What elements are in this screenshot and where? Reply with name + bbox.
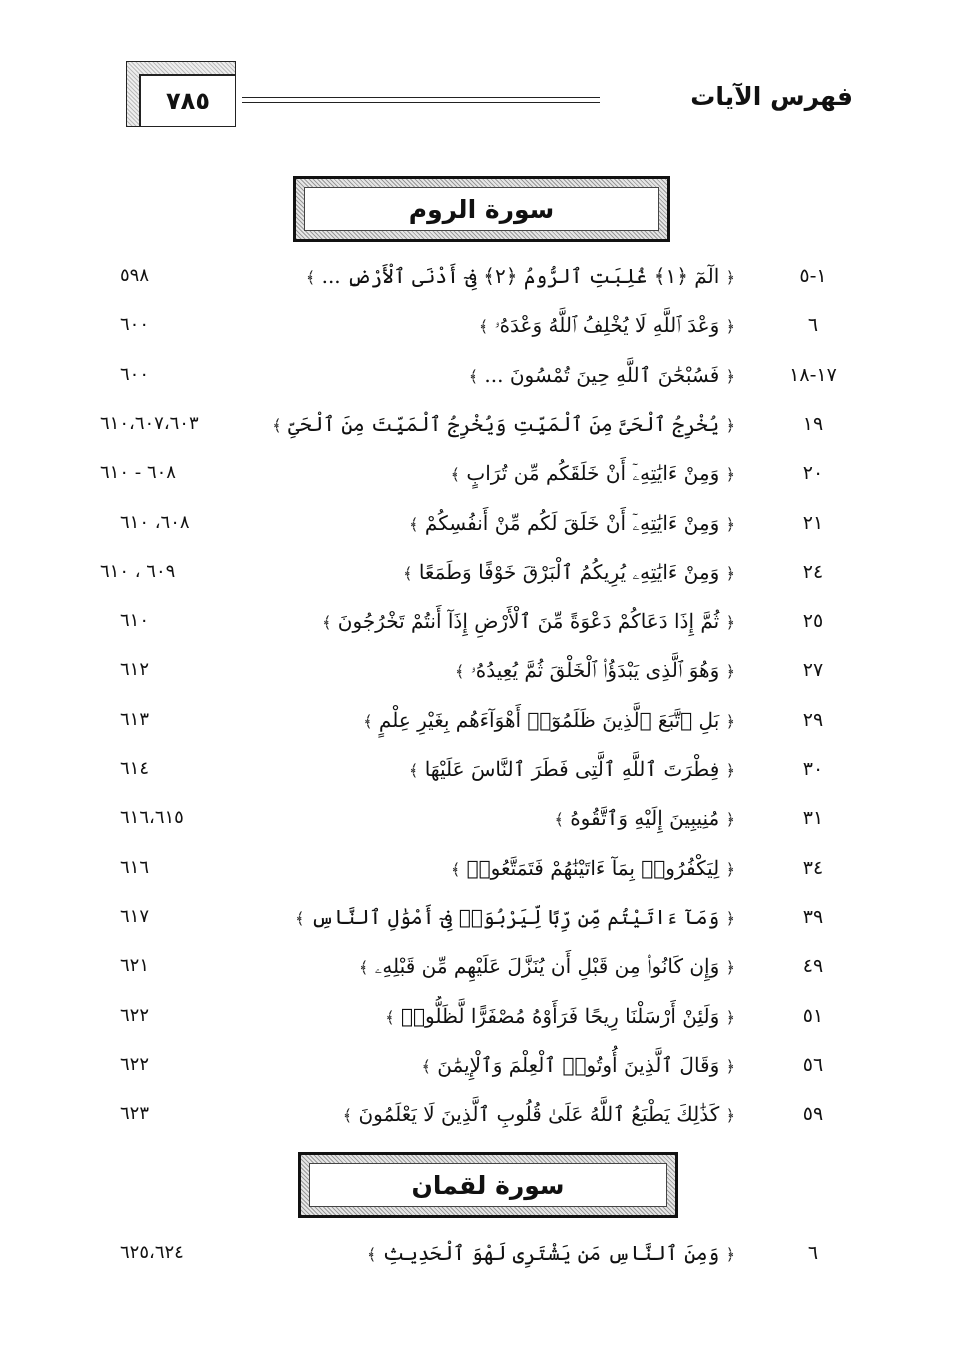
index-row — [0, 404, 953, 444]
verse-text: فِطْرَتَ ٱللَّهِ ٱلَّتِى فَطَرَ ٱلنَّاسَ عَلَيْهَا — [424, 757, 720, 781]
index-row — [0, 946, 953, 986]
ayah-number: ٥١ — [802, 1004, 824, 1027]
page-reference: ٦٢١ — [120, 955, 150, 977]
bracket-close: ﴾ — [295, 908, 305, 928]
page-reference: ٦١٦،٦١٥ — [120, 807, 184, 829]
ayah-number: ٤٩ — [802, 955, 824, 978]
verse-text: بَلِ ٱتَّبَعَ ٱلَّذِينَ ظَلَمُوٓا۟ أَهْوَآءَهُم بِغَيْرِ عِلْمٍ — [378, 707, 720, 732]
index-row — [0, 700, 953, 740]
bracket-close: ﴾ — [468, 366, 479, 386]
bracket-close: ﴾ — [385, 1007, 395, 1027]
bracket-close: ﴾ — [408, 761, 419, 780]
verse-text-cell — [265, 305, 735, 347]
surah-luqman-title: سورة لقمان — [309, 1163, 667, 1207]
verse-text: وَعْدَ ٱللَّهِ لَا يُخْلِفُ ٱللَّهُ وَعْدَهُۥ — [494, 313, 720, 338]
index-row — [0, 848, 953, 888]
bracket-open: ﴿ — [725, 662, 735, 682]
bracket-open: ﴿ — [725, 563, 735, 583]
bracket-close: ﴾ — [305, 268, 316, 287]
bracket-close: ﴾ — [554, 810, 564, 830]
verse-text: وَهُوَ ٱلَّذِى يَبْدَؤُا۟ ٱلْخَلْقَ ثُمَّ يُعِيدُهُۥ — [470, 658, 720, 683]
page-reference: ٦١٦ — [120, 856, 150, 878]
ayah-number: ٦ — [807, 1242, 819, 1264]
index-row — [0, 1094, 953, 1134]
bracket-open: ﴿ — [725, 711, 735, 731]
ayah-number: ٣٠ — [802, 758, 824, 780]
verse-text: وَلَئِنْ أَرْسَلْنَا رِيحًا فَرَأَوْهُ مُصْفَرًّا لَّظَلُّوا۟ — [401, 1003, 720, 1028]
ayah-number: ٢٧ — [802, 659, 824, 682]
bracket-close: ﴾ — [322, 613, 332, 633]
bracket-open: ﴿ — [725, 415, 735, 435]
verse-text-cell — [265, 601, 735, 643]
index-row — [0, 749, 953, 789]
bracket-open: ﴿ — [725, 317, 735, 337]
header-rule — [242, 97, 600, 103]
ayah-number: ٥٩ — [802, 1103, 824, 1126]
bracket-open: ﴿ — [725, 761, 735, 780]
page-reference: ٦١٧ — [120, 905, 150, 927]
page-reference: ٦٢٢ — [120, 1053, 150, 1075]
bracket-open: ﴿ — [725, 908, 735, 928]
ayah-number: ١٩ — [802, 412, 824, 435]
verse-text-cell — [265, 996, 735, 1038]
verse-text-cell — [265, 404, 735, 446]
verse-text-cell — [265, 1094, 735, 1136]
bracket-close: ﴾ — [450, 859, 461, 879]
bracket-close: ﴾ — [478, 317, 489, 337]
verse-text-cell — [265, 700, 735, 742]
page-reference: ٦٠٨، ٦١٠ — [120, 511, 190, 533]
page-reference: ٦٠٠ — [120, 314, 150, 336]
bracket-open: ﴿ — [725, 514, 735, 534]
verse-text: وَمَآ ءَاتَيْتُم مِّن رِّبًا لِّيَرْبُوَا۟ فِىٓ أَمْوَٰلِ ٱلنَّاسِ — [310, 904, 720, 929]
verse-text: الٓمٓ ﴿١﴾ غُلِبَتِ ٱلرُّومُ ﴿٢﴾ فِىٓ أَدْنَى ٱلْأَرْضِ ... — [321, 264, 720, 288]
bracket-close: ﴾ — [272, 415, 282, 435]
index-row — [0, 996, 953, 1036]
bracket-close: ﴾ — [363, 711, 373, 731]
verse-text-cell — [265, 946, 735, 988]
index-row — [0, 798, 953, 838]
index-row — [0, 503, 953, 543]
bracket-open: ﴿ — [725, 1106, 735, 1126]
verse-text-cell — [265, 1045, 735, 1087]
bracket-open: ﴿ — [725, 465, 735, 485]
page-title: فهرس الآيات — [690, 82, 853, 111]
index-row — [0, 453, 953, 493]
ayah-number: ٢١ — [802, 511, 824, 534]
index-row — [0, 256, 953, 296]
bracket-close: ﴾ — [367, 1245, 377, 1264]
verse-text-cell — [265, 1233, 735, 1275]
ayah-number: ٢٥ — [802, 610, 824, 633]
ayah-number: ٣١ — [802, 807, 824, 830]
page-reference: ٦٠٠ — [120, 363, 150, 385]
verse-text: وَمِنْ ءَايَٰتِهِۦ يُرِيكُمُ ٱلْبَرْقَ خَوْفًا وَطَمَعًا — [418, 559, 720, 584]
bracket-open: ﴿ — [725, 1056, 735, 1076]
verse-text: وَمِنْ ءَايَٰتِهِۦٓ أَنْ خَلَقَ لَكُم مِّنْ أَنفُسِكُمْ — [424, 510, 720, 535]
page-number: ٧٨٥ — [139, 74, 235, 126]
page-reference: ٦٢٥،٦٢٤ — [120, 1242, 184, 1263]
verse-text-cell — [265, 355, 735, 397]
bracket-open: ﴿ — [725, 1245, 735, 1264]
bracket-open: ﴿ — [725, 810, 735, 830]
bracket-close: ﴾ — [421, 1056, 431, 1076]
verse-text: فَسُبْحَٰنَ ٱللَّهِ حِينَ تُمْسُونَ ... — [484, 362, 720, 387]
page-reference: ٦٢٢ — [120, 1004, 150, 1026]
verse-text-cell — [265, 848, 735, 890]
index-row — [0, 305, 953, 345]
verse-text: مُنِيبِينَ إِلَيْهِ وَٱتَّقُوهُ — [570, 806, 720, 831]
index-row — [0, 897, 953, 937]
verse-text-cell — [265, 749, 735, 791]
ayah-number: ٢٤ — [802, 560, 824, 583]
page-reference: ٦١٠ — [120, 610, 150, 632]
page-reference: ٦٠٩ ، ٦١٠ — [100, 560, 176, 582]
verse-text-cell — [265, 798, 735, 840]
bracket-open: ﴿ — [725, 859, 735, 879]
bracket-open: ﴿ — [725, 366, 735, 386]
index-row — [0, 355, 953, 395]
page-reference: ٦٢٣ — [120, 1103, 150, 1125]
index-row — [0, 601, 953, 641]
page-reference: ٦١٠،٦٠٧،٦٠٣ — [100, 412, 199, 434]
verse-text-cell — [265, 503, 735, 545]
verse-text: كَذَٰلِكَ يَطْبَعُ ٱللَّهُ عَلَىٰ قُلُوبِ ٱلَّذِينَ لَا يَعْلَمُونَ — [358, 1102, 720, 1127]
ayah-number: ١٧-١٨ — [789, 363, 837, 386]
page-reference: ٦٠٨ - ٦١٠ — [100, 462, 176, 484]
bracket-open: ﴿ — [725, 958, 735, 978]
ayah-number: ٥٦ — [802, 1053, 824, 1076]
verse-text: وَمِنَ ٱلنَّاسِ مَن يَشْتَرِى لَهْوَ ٱلْحَدِيثِ — [382, 1241, 720, 1265]
bracket-close: ﴾ — [450, 465, 460, 485]
ayah-number: ٢٩ — [802, 708, 824, 731]
verse-text: وَإِن كَانُوا۟ مِن قَبْلِ أَن يُنَزَّلَ عَلَيْهِم مِّن قَبْلِهِۦ — [374, 954, 720, 979]
bracket-close: ﴾ — [358, 958, 369, 978]
bracket-open: ﴿ — [725, 613, 735, 633]
surah-luqman-title-box — [298, 1152, 678, 1218]
verse-text-cell — [265, 897, 735, 939]
verse-text: ثُمَّ إِذَا دَعَاكُمْ دَعْوَةً مِّنَ ٱلْأَرْضِ إِذَآ أَنتُمْ تَخْرُجُونَ — [337, 609, 720, 634]
index-row — [0, 650, 953, 690]
ayah-number: ٣٩ — [802, 905, 824, 928]
bracket-close: ﴾ — [455, 662, 465, 682]
verse-text: وَقَالَ ٱلَّذِينَ أُوتُوا۟ ٱلْعِلْمَ وَٱلْإِيمَٰنَ — [437, 1052, 720, 1077]
page-number-frame — [126, 61, 236, 127]
bracket-close: ﴾ — [409, 514, 419, 534]
bracket-open: ﴿ — [725, 268, 735, 287]
verse-text-cell — [265, 552, 735, 594]
verse-text: وَمِنْ ءَايَٰتِهِۦٓ أَنْ خَلَقَكُم مِّن تُرَابٍ — [466, 461, 720, 486]
index-row — [0, 552, 953, 592]
bracket-open: ﴿ — [725, 1007, 735, 1027]
ayah-number: ١-٥ — [799, 265, 827, 287]
verse-text-cell — [265, 453, 735, 495]
index-row — [0, 1233, 953, 1273]
surah-rum-title-box — [293, 176, 670, 242]
verse-text: لِيَكْفُرُوا۟ بِمَآ ءَاتَيْنَٰهُمْ فَتَمَتَّعُوا۟ — [466, 855, 720, 880]
bracket-close: ﴾ — [403, 563, 413, 583]
surah-rum-title: سورة الروم — [304, 187, 659, 231]
index-row — [0, 1045, 953, 1085]
bracket-close: ﴾ — [342, 1106, 353, 1126]
verse-text-cell — [265, 256, 735, 298]
page-reference: ٦١٣ — [120, 708, 150, 730]
verse-text: يُخْرِجُ ٱلْحَىَّ مِنَ ٱلْمَيِّتِ وَيُخْرِجُ ٱلْمَيِّتَ مِنَ ٱلْحَىِّ — [288, 411, 720, 436]
verse-text-cell — [265, 650, 735, 692]
page-reference: ٦١٤ — [120, 758, 150, 779]
ayah-number: ٦ — [807, 314, 819, 337]
ayah-number: ٣٤ — [802, 856, 824, 879]
page-reference: ٦١٢ — [120, 659, 150, 681]
ayah-number: ٢٠ — [802, 462, 824, 485]
page-reference: ٥٩٨ — [120, 265, 150, 286]
